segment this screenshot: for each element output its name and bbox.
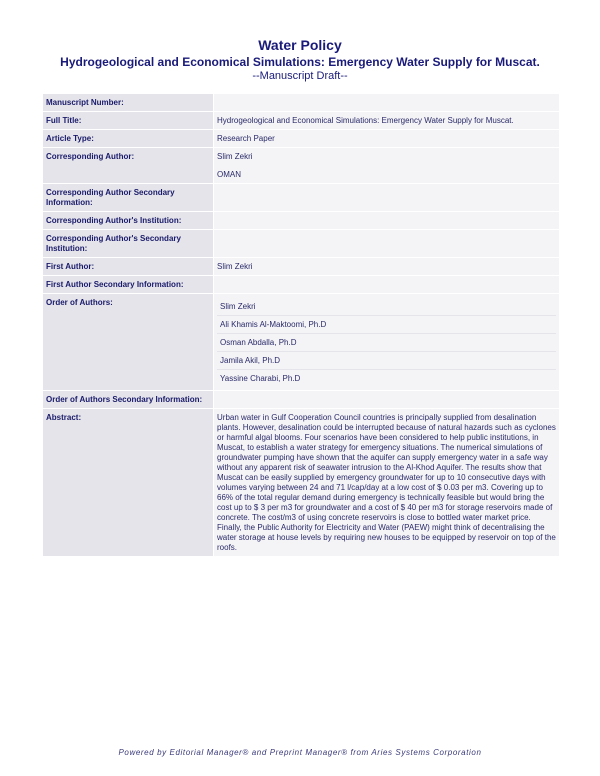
- corresponding-author-name: Slim Zekri: [217, 152, 253, 161]
- order-of-authors-label: Order of Authors:: [43, 294, 214, 391]
- corresponding-secondary-institution-label: Corresponding Author's Secondary Institution:: [43, 230, 214, 258]
- author-item: Osman Abdalla, Ph.D: [217, 334, 556, 352]
- row-abstract: [43, 409, 560, 557]
- row-full-title: [43, 112, 560, 130]
- row-corresponding-secondary-institution: [43, 230, 560, 258]
- order-secondary-value: [214, 391, 560, 409]
- article-type-value: Research Paper: [214, 130, 560, 148]
- row-corresponding-secondary: [43, 184, 560, 212]
- full-title-value: Hydrogeological and Economical Simulations: Emergency Water Supply for Muscat.: [214, 112, 560, 130]
- row-manuscript-number: [43, 94, 560, 112]
- row-first-author: [43, 258, 560, 276]
- journal-title: Water Policy: [258, 37, 342, 53]
- row-article-type: [43, 130, 560, 148]
- manuscript-info-table: [42, 93, 560, 557]
- manuscript-title: Hydrogeological and Economical Simulations: Emergency Water Supply for Muscat.: [60, 55, 540, 69]
- corresponding-author-label: Corresponding Author:: [43, 148, 214, 184]
- row-order-secondary: [43, 391, 560, 409]
- author-item: Jamila Akil, Ph.D: [217, 352, 556, 370]
- corresponding-author-value: [214, 148, 560, 184]
- document-header: [0, 36, 600, 82]
- first-author-value: Slim Zekri: [214, 258, 560, 276]
- order-of-authors-list: [214, 294, 560, 391]
- order-secondary-label: Order of Authors Secondary Information:: [43, 391, 214, 409]
- article-type-label: Article Type:: [43, 130, 214, 148]
- manuscript-number-value: [214, 94, 560, 112]
- manuscript-number-label: Manuscript Number:: [43, 94, 214, 112]
- row-corresponding-author: [43, 148, 560, 184]
- author-item: Yassine Charabi, Ph.D: [220, 374, 301, 383]
- row-corresponding-institution: [43, 212, 560, 230]
- abstract-label: Abstract:: [43, 409, 214, 557]
- corresponding-secondary-label: Corresponding Author Secondary Information:: [43, 184, 214, 212]
- first-author-secondary-label: First Author Secondary Information:: [43, 276, 214, 294]
- author-item: Ali Khamis Al-Maktoomi, Ph.D: [217, 316, 556, 334]
- footer-credit: Powered by Editorial Manager® and Preprint Manager® from Aries Systems Corporation: [118, 748, 482, 757]
- corresponding-secondary-value: [214, 184, 560, 212]
- corresponding-secondary-institution-value: [214, 230, 560, 258]
- first-author-label: First Author:: [43, 258, 214, 276]
- draft-label: --Manuscript Draft--: [252, 70, 348, 82]
- row-first-author-secondary: [43, 276, 560, 294]
- author-item: Slim Zekri: [217, 298, 556, 316]
- first-author-secondary-value: [214, 276, 560, 294]
- full-title-label: Full Title:: [43, 112, 214, 130]
- corresponding-author-country: OMAN: [217, 170, 241, 179]
- corresponding-institution-label: Corresponding Author's Institution:: [43, 212, 214, 230]
- abstract-text: Urban water in Gulf Cooperation Council countries is principally supplied from desalination plants. However, desalination could be interrupted because of natural hazards such as cyclones or harmful algal blooms. Four scenarios have been considered to help public institutions, in Muscat, to establish a water strategy for emergency situations. The numerical simulations of groundwater pumping have shown that the aquifer can supply emergency water in a safe way without any apparent risk of seawater intrusion to the Al-Khod Aquifer. The results show that Muscat can be easily supplied by emergency groundwater for up to 10 consecutive days with volumes varying between 24 and 71 l/cap/day at a low cost of $ 0.03 per m3. Covering up to 66% of the total regular demand during emergency is technically feasible but would bring the cost up to $ 3 per m3 for groundwater and a cost of $ 40 per m3 for storage reservoirs made of concrete. The cost/m3 of using concrete reservoirs is close to bottled water market price. Finally, the Public Authority for Electricity and Water (PAEW) might think of decentralising the water storage at house levels by requiring new houses to be equipped by reservoir on top of the roofs.: [214, 409, 560, 557]
- row-order-of-authors: [43, 294, 560, 391]
- corresponding-institution-value: [214, 212, 560, 230]
